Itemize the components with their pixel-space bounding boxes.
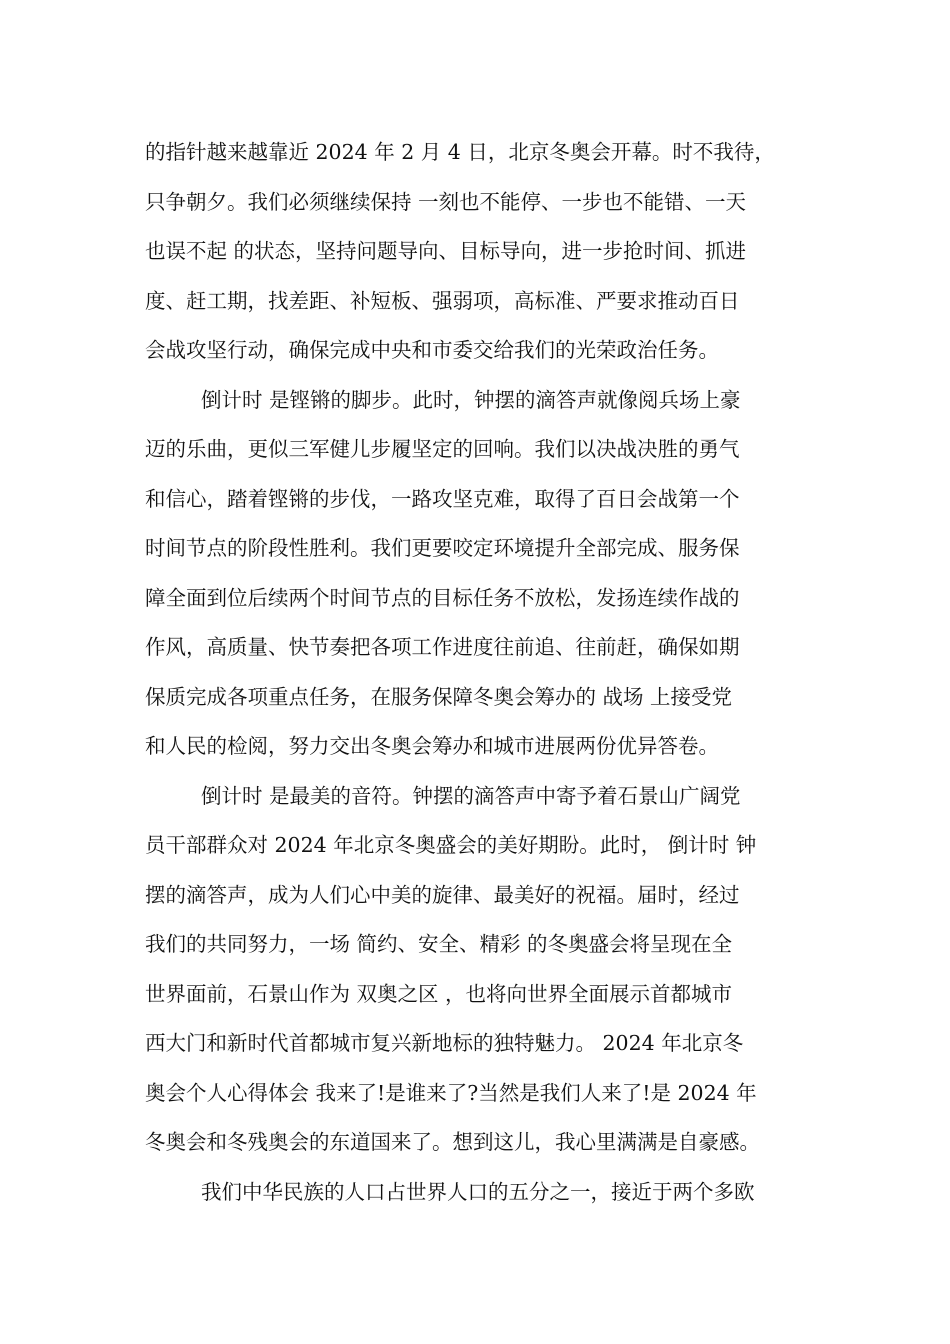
text-line: 奥会个人心得体会 我来了!是谁来了?当然是我们人来了!是 2024 年 xyxy=(145,1080,757,1105)
text-line: 世界面前，石景山作为 双奥之区 ，也将向世界全面展示首都城市 xyxy=(145,981,733,1006)
text-line: 度、赶工期，找差距、补短板、强弱项，高标准、严要求推动百日 xyxy=(145,288,740,313)
text-line: 也误不起 的状态，坚持问题导向、目标导向，进一步抢时间、抓进 xyxy=(145,239,747,263)
text-line: 障全面到位后续两个时间节点的目标任务不放松，发扬连续作战的 xyxy=(145,585,740,610)
text-line: 和信心，踏着铿锵的步伐，一路攻坚克难，取得了百日会战第一个 xyxy=(145,486,740,511)
text-line: 西大门和新时代首都城市复兴新地标的独特魅力。 2024 年北京冬 xyxy=(145,1031,744,1055)
text-line: 员干部群众对 2024 年北京冬奥盛会的美好期盼。此时， 倒计时 钟 xyxy=(145,833,757,857)
paragraph-start-line: 倒计时 是铿锵的脚步。此时，钟摆的滴答声就像阅兵场上豪 xyxy=(201,387,741,412)
document-body xyxy=(145,128,810,1217)
text-line: 时间节点的阶段性胜利。我们更要咬定环境提升全部完成、服务保 xyxy=(145,536,740,560)
text-line: 冬奥会和冬残奥会的东道国来了。想到这儿，我心里满满是自豪感。 xyxy=(145,1130,760,1154)
text-line: 的指针越来越靠近 2024 年 2 月 4 日，北京冬奥会开幕。时不我待， xyxy=(145,140,775,164)
text-line: 保质完成各项重点任务，在服务保障冬奥会筹办的 战场 上接受党 xyxy=(145,684,733,709)
text-line: 迈的乐曲，更似三军健儿步履坚定的回响。我们以决战决胜的勇气 xyxy=(145,437,740,461)
text-line: 我们的共同努力，一场 简约、安全、精彩 的冬奥盛会将呈现在全 xyxy=(145,932,733,956)
text-line: 和人民的检阅，努力交出冬奥会筹办和城市进展两份优异答卷。 xyxy=(145,734,719,758)
text-line: 会战攻坚行动，确保完成中央和市委交给我们的光荣政治任务。 xyxy=(145,338,719,362)
text-line: 只争朝夕。我们必须继续保持 一刻也不能停、一步也不能错、一天 xyxy=(145,189,747,214)
paragraph-start-line: 我们中华民族的人口占世界人口的五分之一，接近于两个多欧 xyxy=(201,1179,755,1204)
paragraph-start-line: 倒计时 是最美的音符。钟摆的滴答声中寄予着石景山广阔党 xyxy=(201,783,741,808)
text-line: 摆的滴答声，成为人们心中美的旋律、最美好的祝福。届时，经过 xyxy=(145,882,740,907)
text-line: 作风，高质量、快节奏把各项工作进度往前追、往前赶，确保如期 xyxy=(145,635,740,659)
